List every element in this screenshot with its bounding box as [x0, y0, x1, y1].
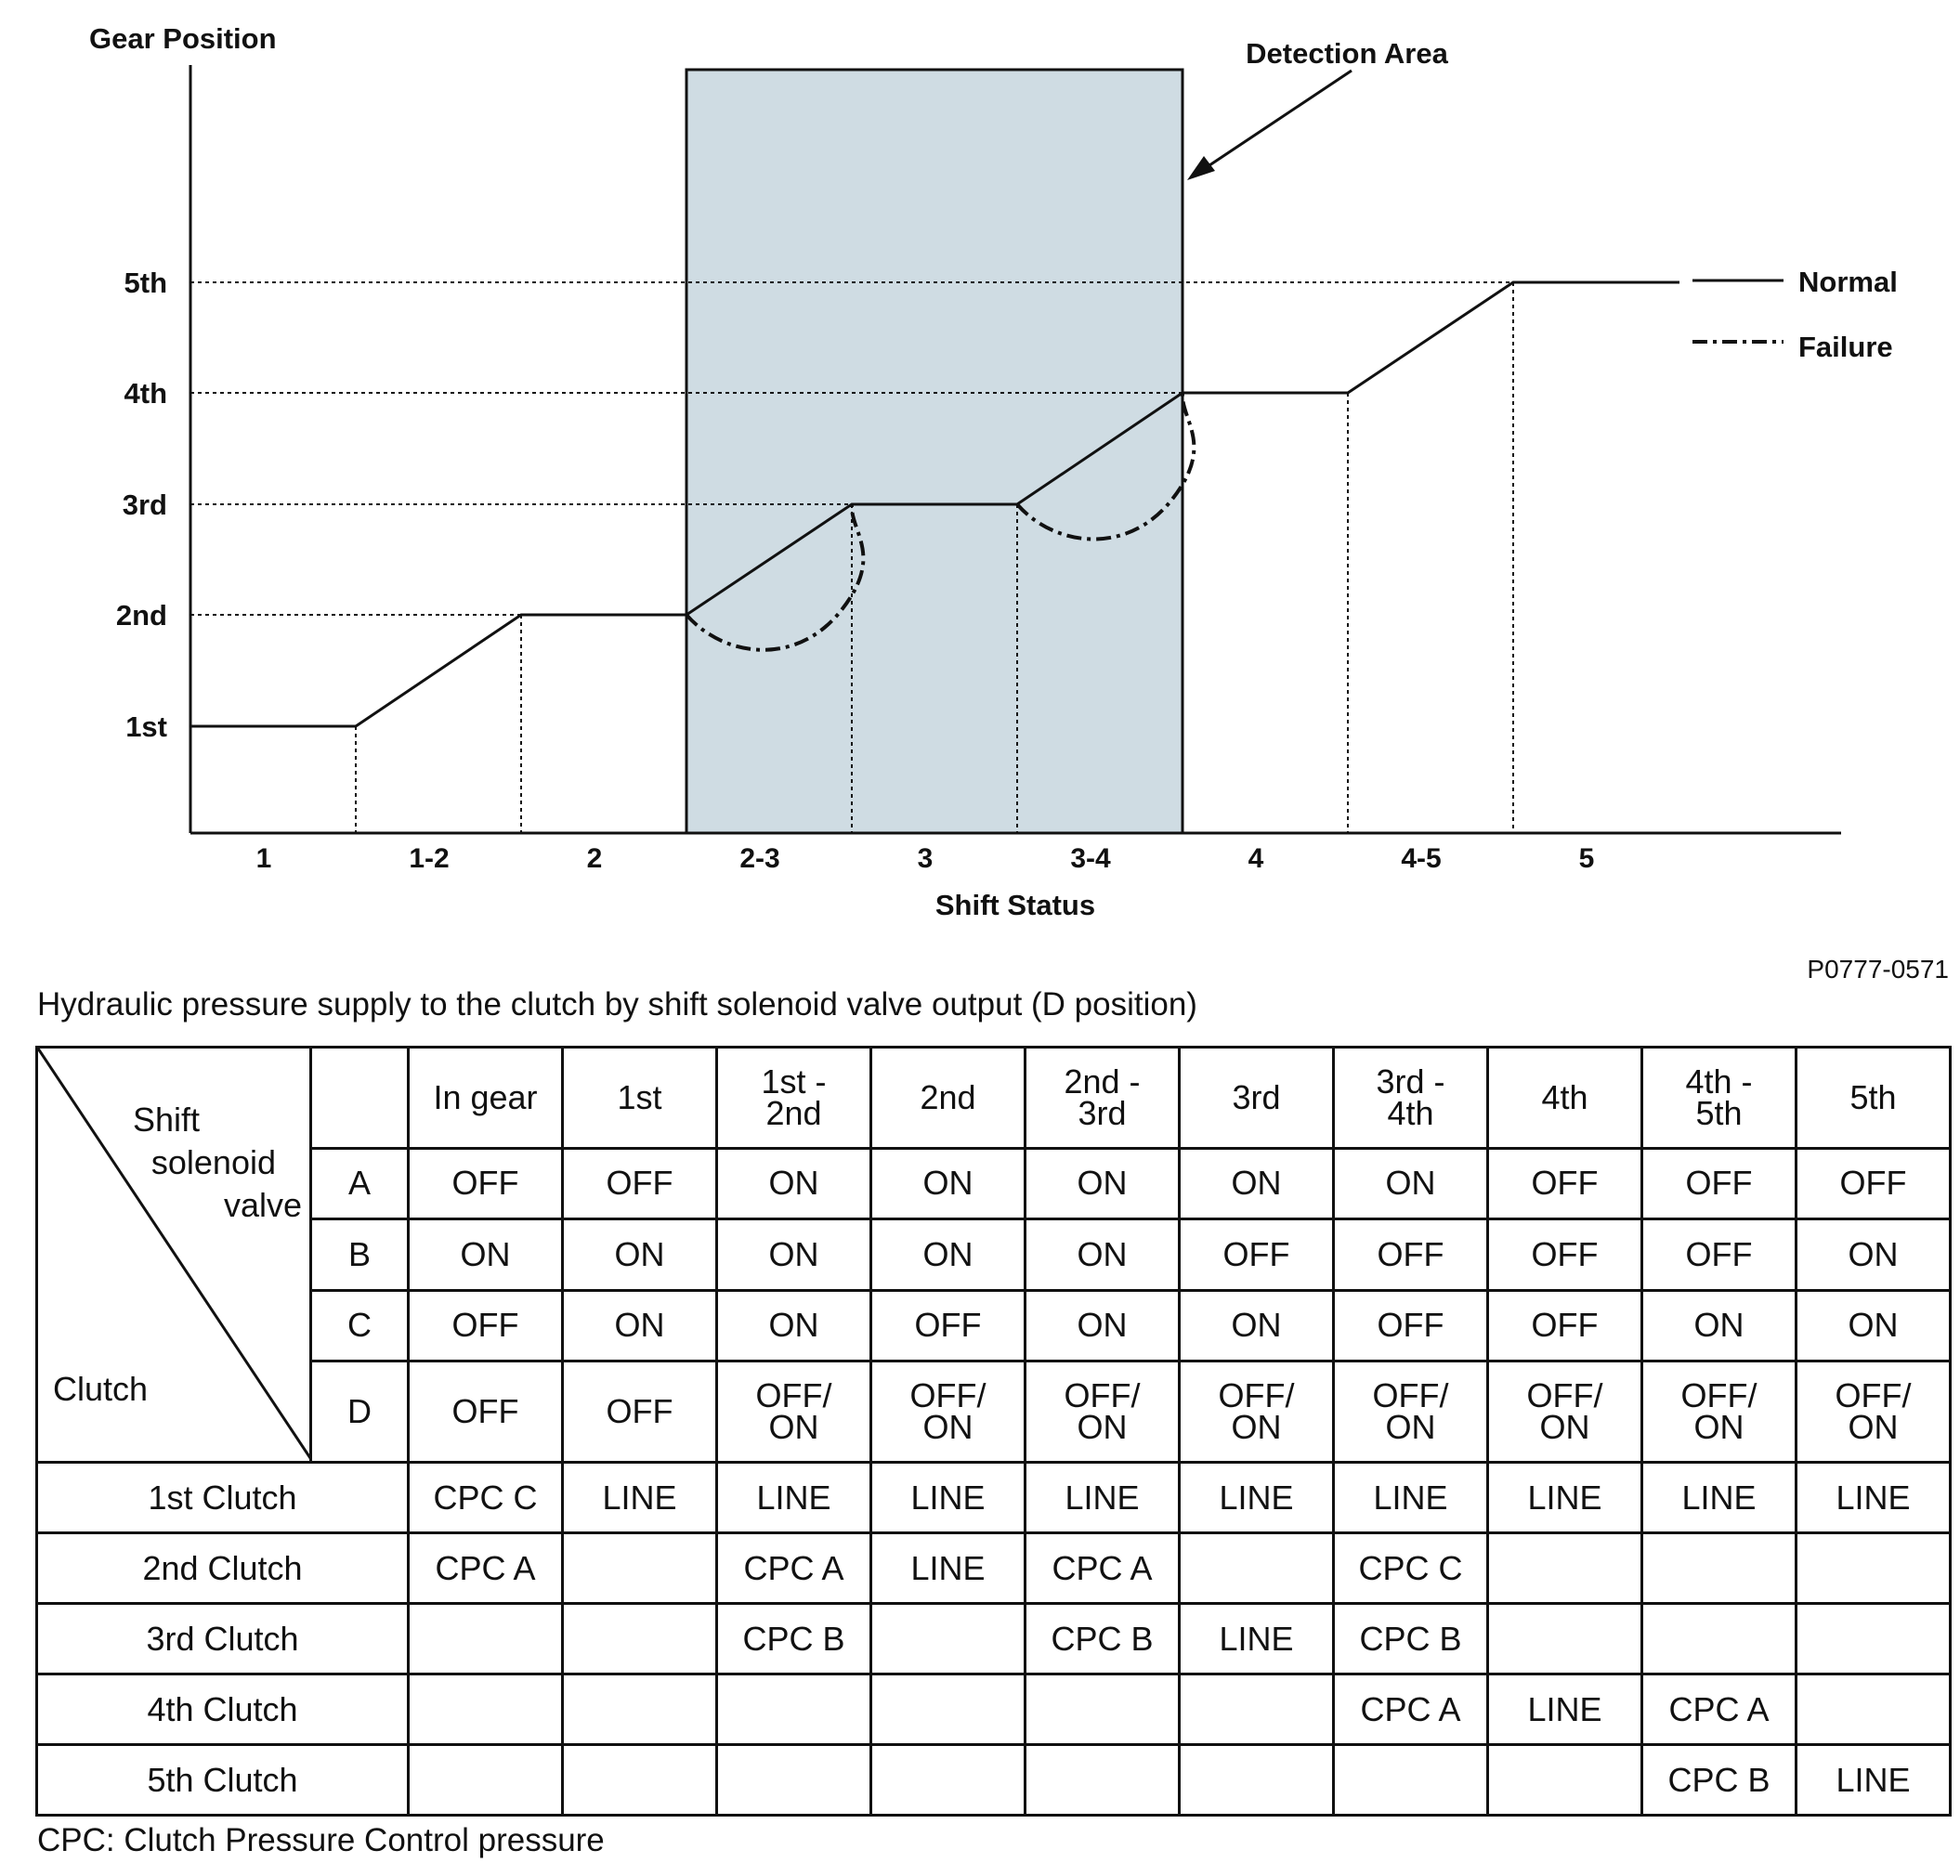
- clutch-pressure-cell: [1797, 1674, 1951, 1745]
- solenoid-state-cell: ON: [1180, 1148, 1334, 1219]
- clutch-row: [37, 1604, 1951, 1674]
- solenoid-clutch-table: [35, 1046, 1952, 1817]
- clutch-pressure-cell: CPC B: [1642, 1745, 1797, 1816]
- corner-label-line: solenoid: [150, 1143, 276, 1181]
- solenoid-state-cell: ON: [1334, 1148, 1488, 1219]
- corner-label-line: Shift: [132, 1101, 200, 1139]
- clutch-pressure-cell: [563, 1604, 717, 1674]
- solenoid-state-cell: OFF: [1488, 1148, 1642, 1219]
- footnote: CPC: Clutch Pressure Control pressure: [37, 1822, 605, 1858]
- solenoid-state-cell: OFF: [1334, 1290, 1488, 1361]
- solenoid-state-cell: ON: [1797, 1290, 1951, 1361]
- y-tick-label-5th: 5th: [124, 267, 167, 299]
- clutch-pressure-cell: CPC A: [1334, 1674, 1488, 1745]
- clutch-pressure-cell: LINE: [1488, 1463, 1642, 1533]
- solenoid-state-cell: OFF: [1488, 1290, 1642, 1361]
- clutch-pressure-cell: LINE: [717, 1463, 871, 1533]
- clutch-pressure-cell: [1488, 1745, 1642, 1816]
- clutch-pressure-cell: [563, 1533, 717, 1604]
- x-tick-label-1-2: 1-2: [409, 843, 450, 874]
- solenoid-state-cell: OFF: [563, 1148, 717, 1219]
- solenoid-label: B: [311, 1219, 409, 1291]
- clutch-pressure-cell: [717, 1745, 871, 1816]
- column-header: 2nd: [871, 1048, 1026, 1149]
- clutch-pressure-cell: [1026, 1745, 1180, 1816]
- clutch-pressure-cell: CPC C: [1334, 1533, 1488, 1604]
- detection-area-region: [686, 70, 1183, 833]
- solenoid-state-cell: OFF: [563, 1361, 717, 1463]
- solenoid-state-cell: ON: [717, 1219, 871, 1291]
- corner-label-clutch: Clutch: [53, 1370, 149, 1408]
- solenoid-state-cell: OFF/ ON: [871, 1361, 1026, 1463]
- solenoid-state-cell: ON: [1026, 1290, 1180, 1361]
- header-blank-cell: [311, 1048, 409, 1149]
- clutch-pressure-cell: LINE: [1026, 1463, 1180, 1533]
- clutch-pressure-cell: CPC A: [1026, 1533, 1180, 1604]
- solenoid-state-cell: ON: [563, 1219, 717, 1291]
- clutch-pressure-cell: LINE: [563, 1463, 717, 1533]
- clutch-pressure-cell: CPC B: [1334, 1604, 1488, 1674]
- solenoid-label: A: [311, 1148, 409, 1219]
- column-header: 2nd - 3rd: [1026, 1048, 1180, 1149]
- x-tick-label-4-5: 4-5: [1401, 843, 1442, 874]
- drawing-number: P0777-0571: [1807, 955, 1949, 984]
- clutch-pressure-cell: CPC A: [717, 1533, 871, 1604]
- y-axis-title: Gear Position: [89, 22, 277, 55]
- clutch-label: 5th Clutch: [37, 1745, 409, 1816]
- solenoid-state-cell: ON: [1642, 1290, 1797, 1361]
- column-header: 1st: [563, 1048, 717, 1149]
- solenoid-state-cell: OFF/ ON: [1797, 1361, 1951, 1463]
- solenoid-state-cell: OFF: [1180, 1219, 1334, 1291]
- solenoid-state-cell: OFF/ ON: [717, 1361, 871, 1463]
- clutch-pressure-cell: LINE: [1180, 1463, 1334, 1533]
- x-tick-label-5: 5: [1578, 843, 1595, 874]
- clutch-pressure-cell: LINE: [1334, 1463, 1488, 1533]
- column-header: 4th - 5th: [1642, 1048, 1797, 1149]
- clutch-pressure-cell: CPC B: [717, 1604, 871, 1674]
- clutch-pressure-cell: [409, 1674, 563, 1745]
- clutch-pressure-cell: [1797, 1533, 1951, 1604]
- solenoid-state-cell: OFF: [1488, 1219, 1642, 1291]
- corner-label-line: valve: [223, 1186, 302, 1224]
- solenoid-state-cell: OFF: [409, 1290, 563, 1361]
- x-tick-label-3-4: 3-4: [1070, 843, 1111, 874]
- solenoid-state-cell: OFF: [1642, 1219, 1797, 1291]
- solenoid-row-a: [37, 1148, 1951, 1219]
- table-corner-cell: [37, 1048, 311, 1463]
- solenoid-state-cell: ON: [409, 1219, 563, 1291]
- detection-area-arrowhead: [1187, 156, 1215, 180]
- column-header: In gear: [409, 1048, 563, 1149]
- solenoid-state-cell: OFF/ ON: [1334, 1361, 1488, 1463]
- clutch-label: 2nd Clutch: [37, 1533, 409, 1604]
- clutch-pressure-cell: [871, 1745, 1026, 1816]
- clutch-pressure-cell: [871, 1674, 1026, 1745]
- column-header: 3rd - 4th: [1334, 1048, 1488, 1149]
- clutch-row: [37, 1745, 1951, 1816]
- solenoid-state-cell: ON: [1180, 1290, 1334, 1361]
- x-axis-title: Shift Status: [934, 889, 1096, 921]
- column-header: 1st - 2nd: [717, 1048, 871, 1149]
- clutch-pressure-cell: CPC A: [409, 1533, 563, 1604]
- clutch-pressure-cell: LINE: [1797, 1745, 1951, 1816]
- solenoid-state-cell: OFF: [1334, 1219, 1488, 1291]
- clutch-row: [37, 1674, 1951, 1745]
- clutch-pressure-cell: [1488, 1604, 1642, 1674]
- legend-failure-label: Failure: [1798, 331, 1893, 363]
- solenoid-state-cell: ON: [1026, 1148, 1180, 1219]
- clutch-row: [37, 1533, 1951, 1604]
- y-tick-label-4th: 4th: [124, 377, 167, 410]
- solenoid-state-cell: OFF/ ON: [1642, 1361, 1797, 1463]
- clutch-pressure-cell: [1642, 1604, 1797, 1674]
- solenoid-row-b: [37, 1219, 1951, 1291]
- clutch-label: 1st Clutch: [37, 1463, 409, 1533]
- x-tick-label-3: 3: [917, 843, 934, 874]
- solenoid-state-cell: ON: [717, 1148, 871, 1219]
- clutch-pressure-cell: LINE: [871, 1463, 1026, 1533]
- y-tick-label-3rd: 3rd: [122, 489, 167, 521]
- clutch-pressure-cell: CPC C: [409, 1463, 563, 1533]
- detection-area-label: Detection Area: [1246, 37, 1448, 70]
- clutch-pressure-cell: LINE: [871, 1533, 1026, 1604]
- clutch-pressure-cell: [563, 1674, 717, 1745]
- x-tick-label-2-3: 2-3: [739, 843, 780, 874]
- solenoid-label: D: [311, 1361, 409, 1463]
- solenoid-row-c: [37, 1290, 1951, 1361]
- clutch-pressure-cell: [1488, 1533, 1642, 1604]
- clutch-pressure-cell: LINE: [1642, 1463, 1797, 1533]
- solenoid-state-cell: ON: [1026, 1219, 1180, 1291]
- clutch-pressure-cell: [1180, 1745, 1334, 1816]
- clutch-pressure-cell: [1180, 1674, 1334, 1745]
- clutch-pressure-cell: LINE: [1488, 1674, 1642, 1745]
- clutch-pressure-cell: [871, 1604, 1026, 1674]
- clutch-pressure-cell: [409, 1745, 563, 1816]
- corner-label-shift-solenoid-valve: [38, 1099, 302, 1227]
- clutch-label: 4th Clutch: [37, 1674, 409, 1745]
- solenoid-state-cell: OFF: [871, 1290, 1026, 1361]
- clutch-pressure-cell: [563, 1745, 717, 1816]
- solenoid-state-cell: ON: [871, 1219, 1026, 1291]
- solenoid-state-cell: OFF: [1797, 1148, 1951, 1219]
- x-tick-label-1: 1: [255, 843, 272, 874]
- column-header: 3rd: [1180, 1048, 1334, 1149]
- y-tick-label-1st: 1st: [125, 710, 167, 743]
- column-header: 4th: [1488, 1048, 1642, 1149]
- clutch-pressure-cell: LINE: [1797, 1463, 1951, 1533]
- table-title: Hydraulic pressure supply to the clutch by shift solenoid valve output (D position): [37, 986, 1197, 1023]
- solenoid-state-cell: OFF/ ON: [1026, 1361, 1180, 1463]
- column-header: 5th: [1797, 1048, 1951, 1149]
- clutch-pressure-cell: [1180, 1533, 1334, 1604]
- solenoid-state-cell: ON: [563, 1290, 717, 1361]
- solenoid-state-cell: OFF: [409, 1361, 563, 1463]
- legend-normal-label: Normal: [1798, 266, 1898, 298]
- clutch-pressure-cell: [1642, 1533, 1797, 1604]
- solenoid-state-cell: OFF: [1642, 1148, 1797, 1219]
- clutch-pressure-cell: [1026, 1674, 1180, 1745]
- x-tick-label-4: 4: [1248, 843, 1264, 874]
- solenoid-state-cell: ON: [717, 1290, 871, 1361]
- clutch-pressure-cell: LINE: [1180, 1604, 1334, 1674]
- solenoid-label: C: [311, 1290, 409, 1361]
- y-tick-label-2nd: 2nd: [115, 599, 167, 632]
- solenoid-row-d: [37, 1361, 1951, 1463]
- clutch-pressure-cell: CPC B: [1026, 1604, 1180, 1674]
- solenoid-state-cell: OFF/ ON: [1180, 1361, 1334, 1463]
- table-header-row: [37, 1048, 1951, 1149]
- clutch-label: 3rd Clutch: [37, 1604, 409, 1674]
- x-tick-label-2: 2: [586, 843, 603, 874]
- solenoid-state-cell: OFF: [409, 1148, 563, 1219]
- clutch-pressure-cell: [717, 1674, 871, 1745]
- clutch-row: [37, 1463, 1951, 1533]
- clutch-pressure-cell: [1797, 1604, 1951, 1674]
- solenoid-state-cell: OFF/ ON: [1488, 1361, 1642, 1463]
- clutch-pressure-cell: [1334, 1745, 1488, 1816]
- clutch-pressure-cell: [409, 1604, 563, 1674]
- solenoid-state-cell: ON: [871, 1148, 1026, 1219]
- detection-area-arrow-line: [1198, 71, 1352, 173]
- solenoid-state-cell: ON: [1797, 1219, 1951, 1291]
- clutch-pressure-cell: CPC A: [1642, 1674, 1797, 1745]
